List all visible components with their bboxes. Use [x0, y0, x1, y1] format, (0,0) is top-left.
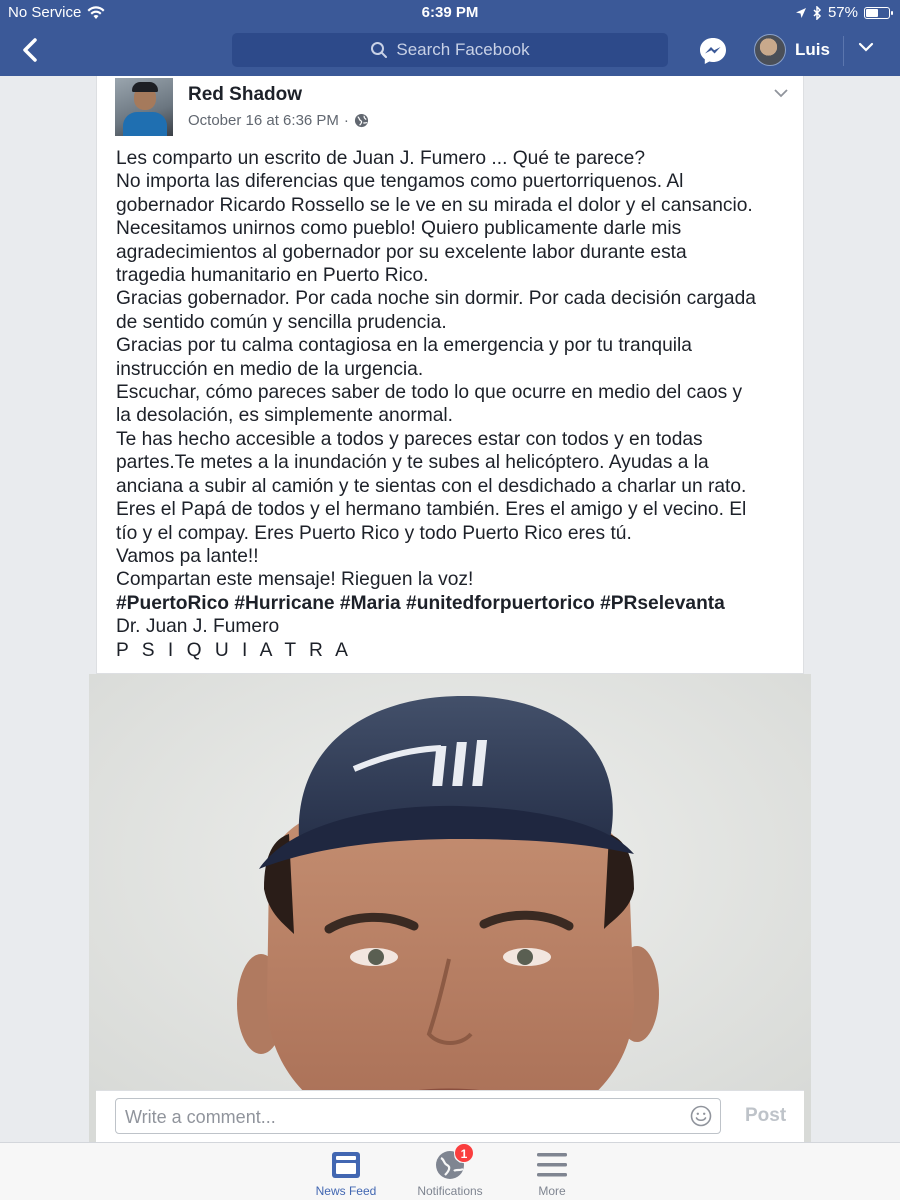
- nav-divider: [843, 36, 844, 66]
- author-avatar[interactable]: [115, 78, 173, 136]
- meta-separator: ·: [343, 112, 349, 129]
- post-photo[interactable]: [89, 674, 811, 1144]
- chevron-left-icon: [16, 35, 46, 65]
- notification-badge: 1: [454, 1143, 474, 1163]
- post-line: anciana a subir al camión y te sientas con el desdichado a charlar un rato.: [116, 475, 747, 497]
- system-indicators: [795, 4, 890, 21]
- top-navigation-bar: [0, 26, 900, 76]
- signature-name: Dr. Juan J. Fumero: [116, 616, 280, 638]
- chevron-down-icon: [773, 87, 789, 99]
- chevron-down-icon: [857, 38, 875, 56]
- post-line: Eres el Papá de todos y el hermano también. Eres el amigo y el vecino. El: [116, 499, 747, 521]
- post-line: tragedia humanitario en Puerto Rico.: [116, 265, 429, 287]
- post-line: instrucción en medio de la urgencia.: [116, 358, 424, 380]
- post-line: Compartan este mensaje! Rieguen la voz!: [116, 569, 474, 591]
- post-comment-button[interactable]: Post: [745, 1105, 787, 1126]
- messenger-button[interactable]: [697, 35, 729, 67]
- bluetooth-icon: [813, 6, 822, 20]
- post-line: No importa las diferencias que tengamos como puertorriquenos. Al: [116, 171, 684, 193]
- post-line: agradecimientos al gobernador por su excelente labor durante esta: [116, 241, 687, 263]
- globe-icon: [434, 1149, 466, 1181]
- post-line: Necesitamos unirnos como pueblo! Quiero publicamente darle mis: [116, 218, 682, 240]
- messenger-icon: [697, 35, 729, 67]
- search-icon: [370, 41, 388, 59]
- battery-icon: [864, 7, 890, 19]
- user-name[interactable]: Luis: [795, 40, 830, 59]
- tab-label: News Feed: [315, 1184, 377, 1198]
- post-line: Te has hecho accesible a todos y pareces estar con todos y en todas: [116, 428, 703, 450]
- tab-label: Notifications: [417, 1184, 483, 1198]
- battery-percent: 57%: [827, 4, 858, 21]
- tab-notifications[interactable]: [405, 1149, 495, 1198]
- hashtags[interactable]: #PuertoRico #Hurricane #Maria #unitedforpuertorico #PRselevanta: [116, 592, 725, 614]
- back-button[interactable]: [16, 35, 46, 65]
- search-bar[interactable]: [232, 33, 668, 67]
- news-feed-icon: [330, 1149, 362, 1181]
- post-line: Gracias gobernador. Por cada noche sin dormir. Por cada decisión cargada: [116, 288, 756, 310]
- account-menu-button[interactable]: [857, 38, 875, 61]
- post-line: Gracias por tu calma contagiosa en la emergencia y por tu tranquila: [116, 335, 692, 357]
- post-line: la desolación, es simplemente anormal.: [116, 405, 454, 427]
- post-line: tío y el compay. Eres Puerto Rico y todo Puerto Rico eres tú.: [116, 522, 632, 544]
- post-author[interactable]: Red Shadow: [188, 84, 303, 105]
- post-timestamp[interactable]: October 16 at 6:36 PM: [188, 112, 339, 129]
- post-meta: [188, 112, 369, 129]
- comment-input[interactable]: [115, 1098, 721, 1134]
- carrier-label: No Service: [8, 4, 82, 21]
- tab-news-feed[interactable]: [301, 1149, 391, 1198]
- post-line: de sentido común y sencilla prudencia.: [116, 311, 447, 333]
- user-avatar[interactable]: [754, 34, 786, 66]
- clock: 6:39 PM: [421, 4, 479, 21]
- comment-bar: [96, 1090, 804, 1142]
- emoji-icon[interactable]: [690, 1105, 712, 1127]
- post-options-button[interactable]: [773, 86, 789, 104]
- bottom-tab-bar: [0, 1142, 900, 1200]
- post-card: [96, 76, 804, 674]
- search-placeholder: Search Facebook: [396, 40, 530, 59]
- post-line: partes.Te metes a la inundación y te subes al helicóptero. Ayudas a la: [116, 452, 709, 474]
- location-arrow-icon: [795, 7, 807, 19]
- globe-icon: [354, 113, 369, 128]
- battery-level: [866, 9, 878, 17]
- post-line: Les comparto un escrito de Juan J. Fumero ... Qué te parece?: [116, 148, 645, 169]
- post-line: Escuchar, cómo pareces saber de todo lo que ocurre en medio del caos y: [116, 382, 743, 404]
- photo-illustration: [89, 674, 811, 1144]
- post-line: Vamos pa lante!!: [116, 545, 259, 567]
- status-bar: [0, 0, 900, 26]
- post-line: gobernador Ricardo Rossello se le ve en su mirada el dolor y el cansancio.: [116, 194, 753, 216]
- post-body: [116, 147, 796, 662]
- signature-title: P S I Q U I A T R A: [116, 639, 352, 661]
- tab-label: More: [538, 1184, 566, 1198]
- tab-more[interactable]: [507, 1149, 597, 1198]
- comment-placeholder: Write a comment...: [125, 1107, 276, 1127]
- menu-icon: [536, 1149, 568, 1181]
